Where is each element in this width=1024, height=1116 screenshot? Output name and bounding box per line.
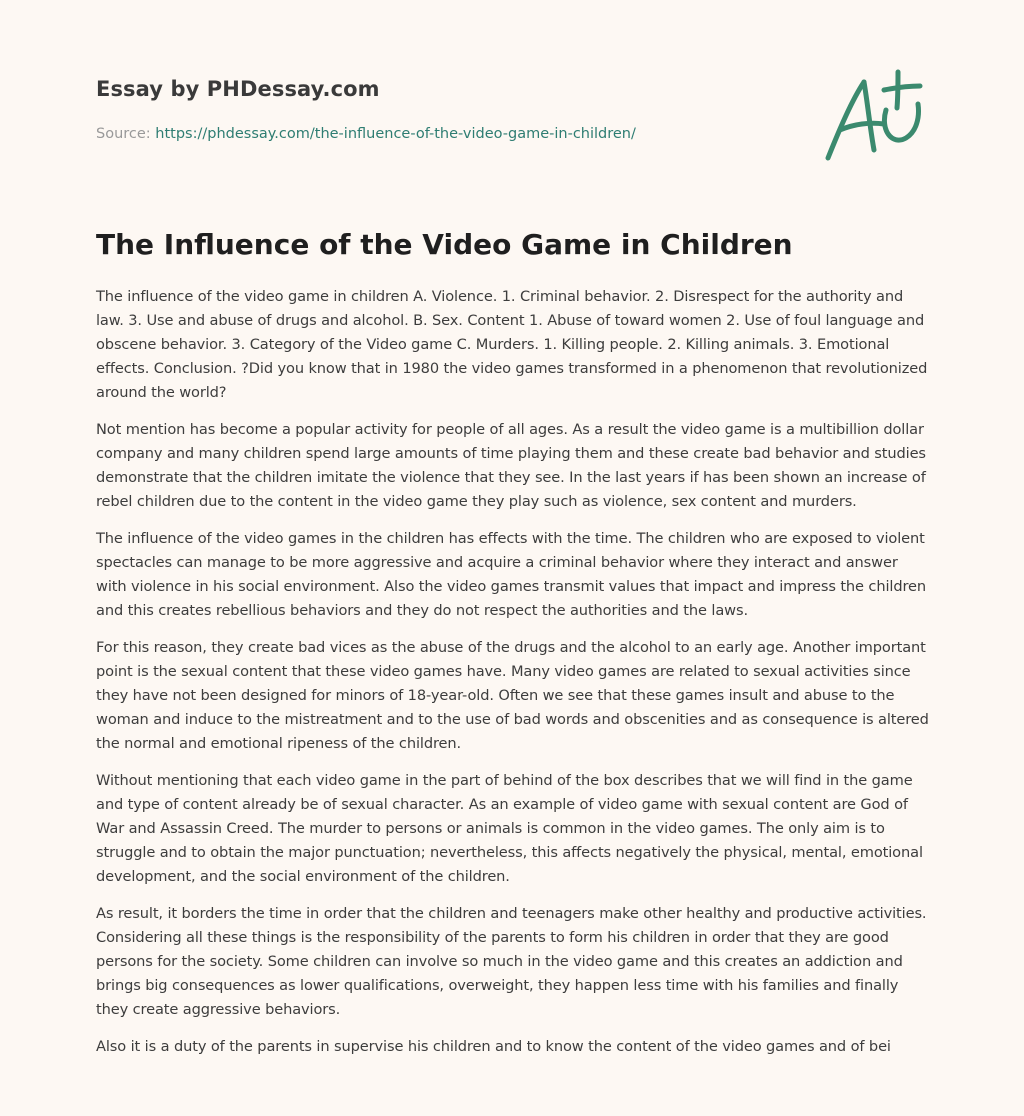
source-line <box>96 124 636 144</box>
a-plus-logo-icon <box>818 66 930 166</box>
essay-paragraph: Also it is a duty of the parents in supervise his children and to know the content of the video games and of bei <box>96 1038 891 1055</box>
source-link[interactable]: https://phdessay.com/the-influence-of-the-video-game-in-children/ <box>155 126 636 142</box>
essay-title: The Influence of the Video Game in Children <box>96 228 793 261</box>
essay-paragraph: The influence of the video game in children A. Violence. 1. Criminal behavior. 2. Disrespect for the authority and law. 3. Use and abuse of drugs and alcohol. B. Sex. Content 1. Abuse of toward women 2. Use of foul language and obscene behavior. 3. Category of the Video game C. Murders. 1. Killing people. 2. Killing animals. 3. Emotional effects. Conclusion. ?Did you know that in 1980 the video games transformed in a phenomenon that revolutionized around the world? <box>96 288 928 401</box>
essay-paragraph: As result, it borders the time in order that the children and teenagers make other healthy and productive activities. Considering all these things is the responsibility of the parents to form his children in order that they are good persons for the society. Some children can involve so much in the video game and this creates an addiction and brings big consequences as lower qualifications, overweight, they happen less time with his families and finally they create aggressive behaviors. <box>96 905 927 1018</box>
page-header <box>96 74 796 142</box>
brand-title: Essay by PHDessay.com <box>96 77 380 101</box>
essay-paragraph: The influence of the video games in the children has effects with the time. The children who are exposed to violent spectacles can manage to be more aggressive and acquire a criminal behavior where they interact and answer with violence in his social environment. Also the video games transmit values that impact and impress the children and this creates rebellious behaviors and they do not respect the authorities and the laws. <box>96 530 927 619</box>
essay-body <box>96 285 932 1072</box>
essay-paragraph: Without mentioning that each video game in the part of behind of the box describes that we will find in the game and type of content already be of sexual character. As an example of video game with sexual content are God of War and Assassin Creed. The murder to persons or animals is common in the video games. The only aim is to struggle and to obtain the major punctuation; nevertheless, this affects negatively the physical, mental, emotional development, and the social environment of the children. <box>96 772 923 885</box>
essay-paragraph: Not mention has become a popular activity for people of all ages. As a result the video game is a multibillion dollar company and many children spend large amounts of time playing them and these create bad behavior and studies demonstrate that the children imitate the violence that they see. In the last years if has been shown an increase of rebel children due to the content in the video game they play such as violence, sex content and murders. <box>96 421 926 510</box>
essay-paragraph: For this reason, they create bad vices as the abuse of the drugs and the alcohol to an early age. Another important point is the sexual content that these video games have. Many video games are related to sexual activities since they have not been designed for minors of 18-year-old. Often we see that these games insult and abuse to the woman and induce to the mistreatment and to the use of bad words and obscenities and as consequence is altered the normal and emotional ripeness of the children. <box>96 639 929 752</box>
source-label: Source: <box>96 126 156 142</box>
